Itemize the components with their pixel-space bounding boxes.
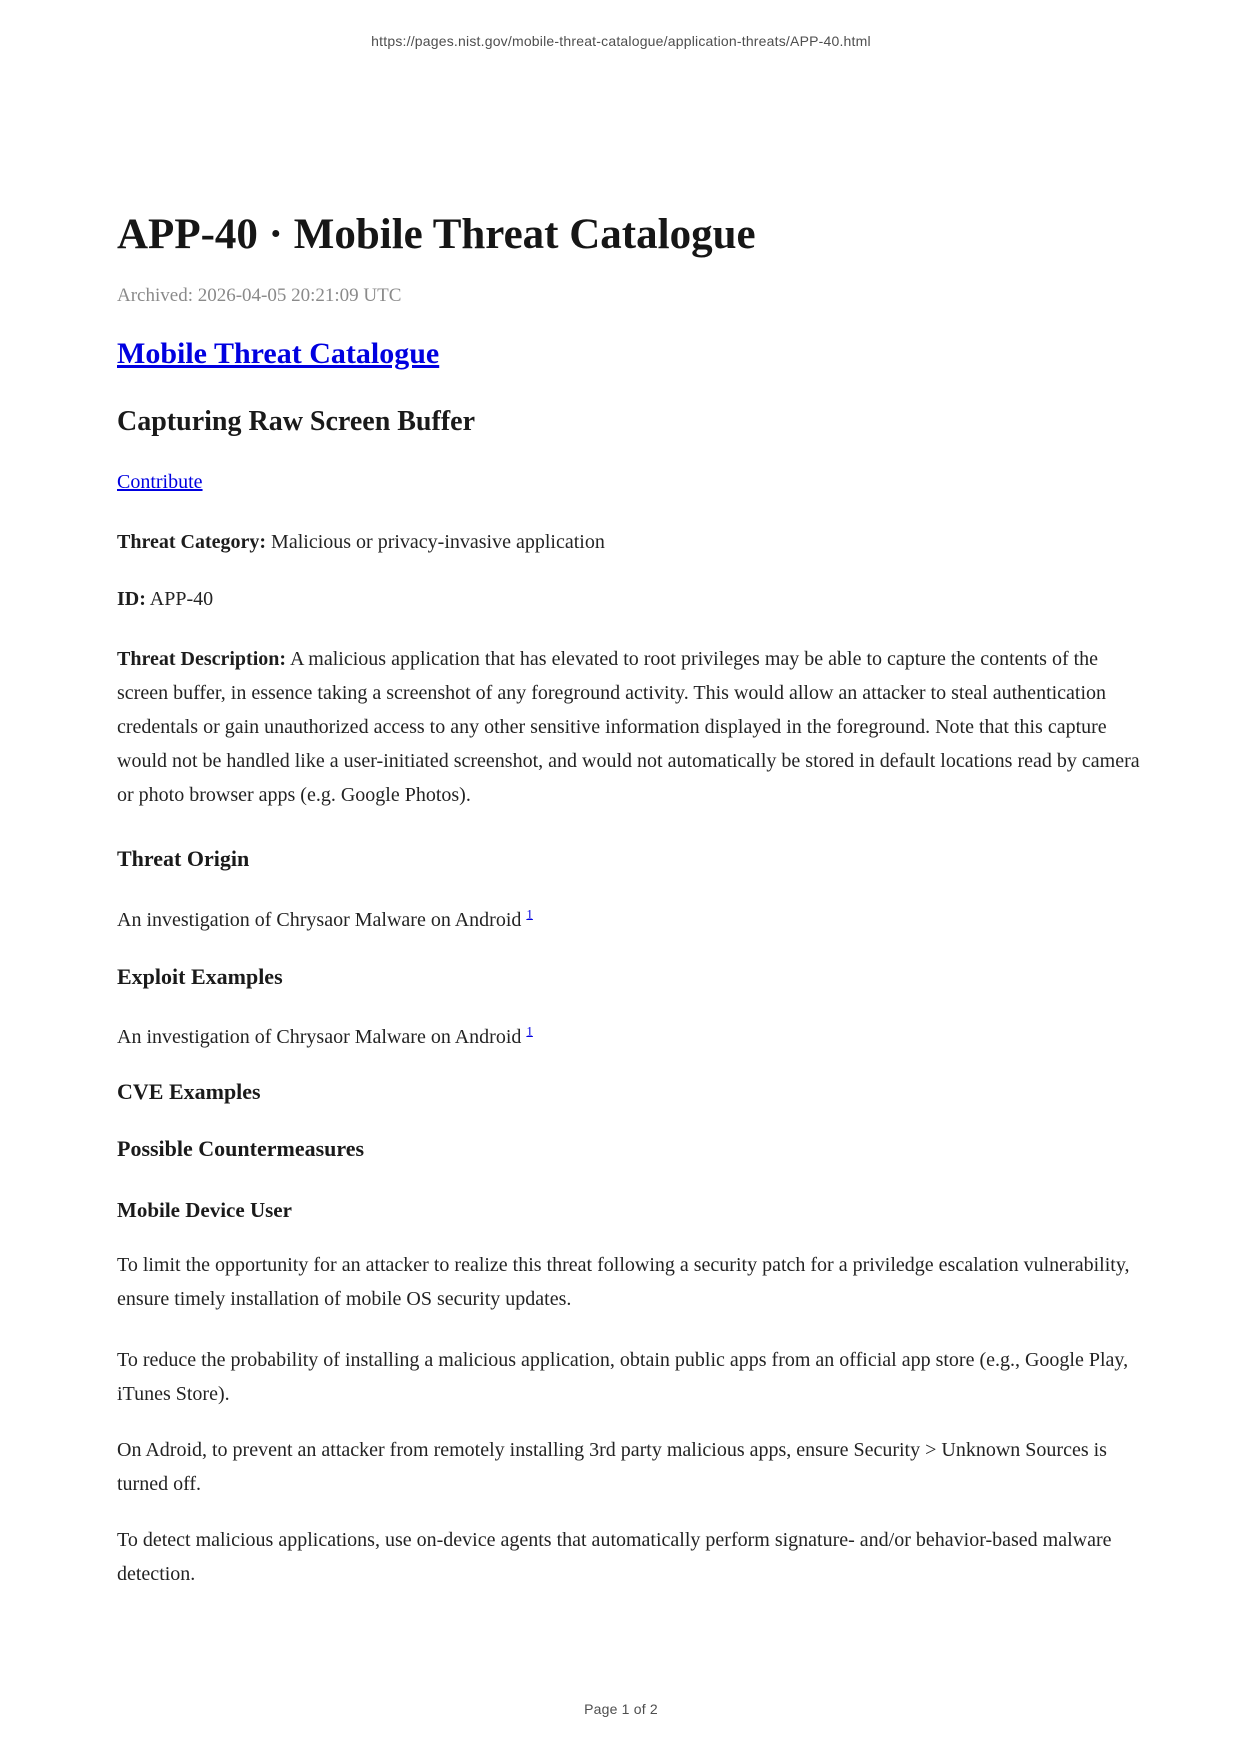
contribute-link[interactable]: Contribute xyxy=(117,471,203,493)
mobile-device-user-heading: Mobile Device User xyxy=(117,1198,292,1222)
footnote-ref-link[interactable]: 1 xyxy=(526,1023,533,1039)
threat-description-paragraph xyxy=(117,642,1143,812)
site-title-row xyxy=(117,335,1143,373)
threat-heading: Capturing Raw Screen Buffer xyxy=(117,406,476,437)
contribute-row xyxy=(117,469,1143,495)
citation-text: An investigation of Chrysaor Malware on Android xyxy=(117,1026,527,1048)
id-label: ID: xyxy=(117,588,146,610)
countermeasure-paragraph: To reduce the probability of installing a malicious application, obtain public apps from an official app store (e.g., Google Play, iTunes Store). xyxy=(117,1349,1129,1405)
countermeasure-paragraph: On Adroid, to prevent an attacker from remotely installing 3rd party malicious apps, ensure Security > Unknown Sources is turned off. xyxy=(117,1439,1107,1495)
page-indicator: Page 1 of 2 xyxy=(584,1701,658,1717)
threat-category-value: Malicious or privacy-invasive application xyxy=(266,531,605,553)
exploit-examples-citation xyxy=(117,1024,1143,1050)
source-url: https://pages.nist.gov/mobile-threat-catalogue/application-threats/APP-40.html xyxy=(371,33,871,49)
threat-category-label: Threat Category: xyxy=(117,531,267,553)
print-footer xyxy=(0,1701,1242,1717)
threat-origin-citation xyxy=(117,907,1143,933)
countermeasure-paragraph: To detect malicious applications, use on-device agents that automatically perform signature- and/or behavior-based malware detection. xyxy=(117,1529,1112,1585)
threat-origin-heading: Threat Origin xyxy=(117,846,250,871)
archived-timestamp: Archived: 2026-04-05 20:21:09 UTC xyxy=(117,285,402,306)
footnote-sup xyxy=(526,906,533,921)
id-value: APP-40 xyxy=(145,588,214,610)
exploit-examples-heading: Exploit Examples xyxy=(117,964,283,989)
citation-text: An investigation of Chrysaor Malware on Android xyxy=(117,909,527,931)
site-title-link[interactable]: Mobile Threat Catalogue xyxy=(117,337,440,370)
id-row xyxy=(117,586,1143,612)
document-content xyxy=(117,0,1143,1591)
footnote-ref-link[interactable]: 1 xyxy=(526,906,533,922)
threat-description-label: Threat Description: xyxy=(117,648,287,670)
countermeasure-paragraph: To limit the opportunity for an attacker to realize this threat following a security patch for a priviledge escalation vulnerability, ensure timely installation of mobile OS security updates. xyxy=(117,1254,1130,1310)
threat-description-value: A malicious application that has elevated to root privileges may be able to capture the contents of the screen buffer, in essence taking a screenshot of any foreground activity. This would allow an attacker to steal authentication credentals or gain unauthorized access to any other sensitive information displayed in the foreground. Note that this capture would not be handled like a user-initiated screenshot, and would not automatically be stored in default locations read by camera or photo browser apps (e.g. Google Photos). xyxy=(117,648,1140,806)
footnote-sup xyxy=(526,1023,533,1038)
cve-examples-heading: CVE Examples xyxy=(117,1079,261,1104)
possible-countermeasures-heading: Possible Countermeasures xyxy=(117,1136,365,1161)
page-title: APP-40 · Mobile Threat Catalogue xyxy=(117,211,756,258)
threat-category-row xyxy=(117,529,1143,555)
